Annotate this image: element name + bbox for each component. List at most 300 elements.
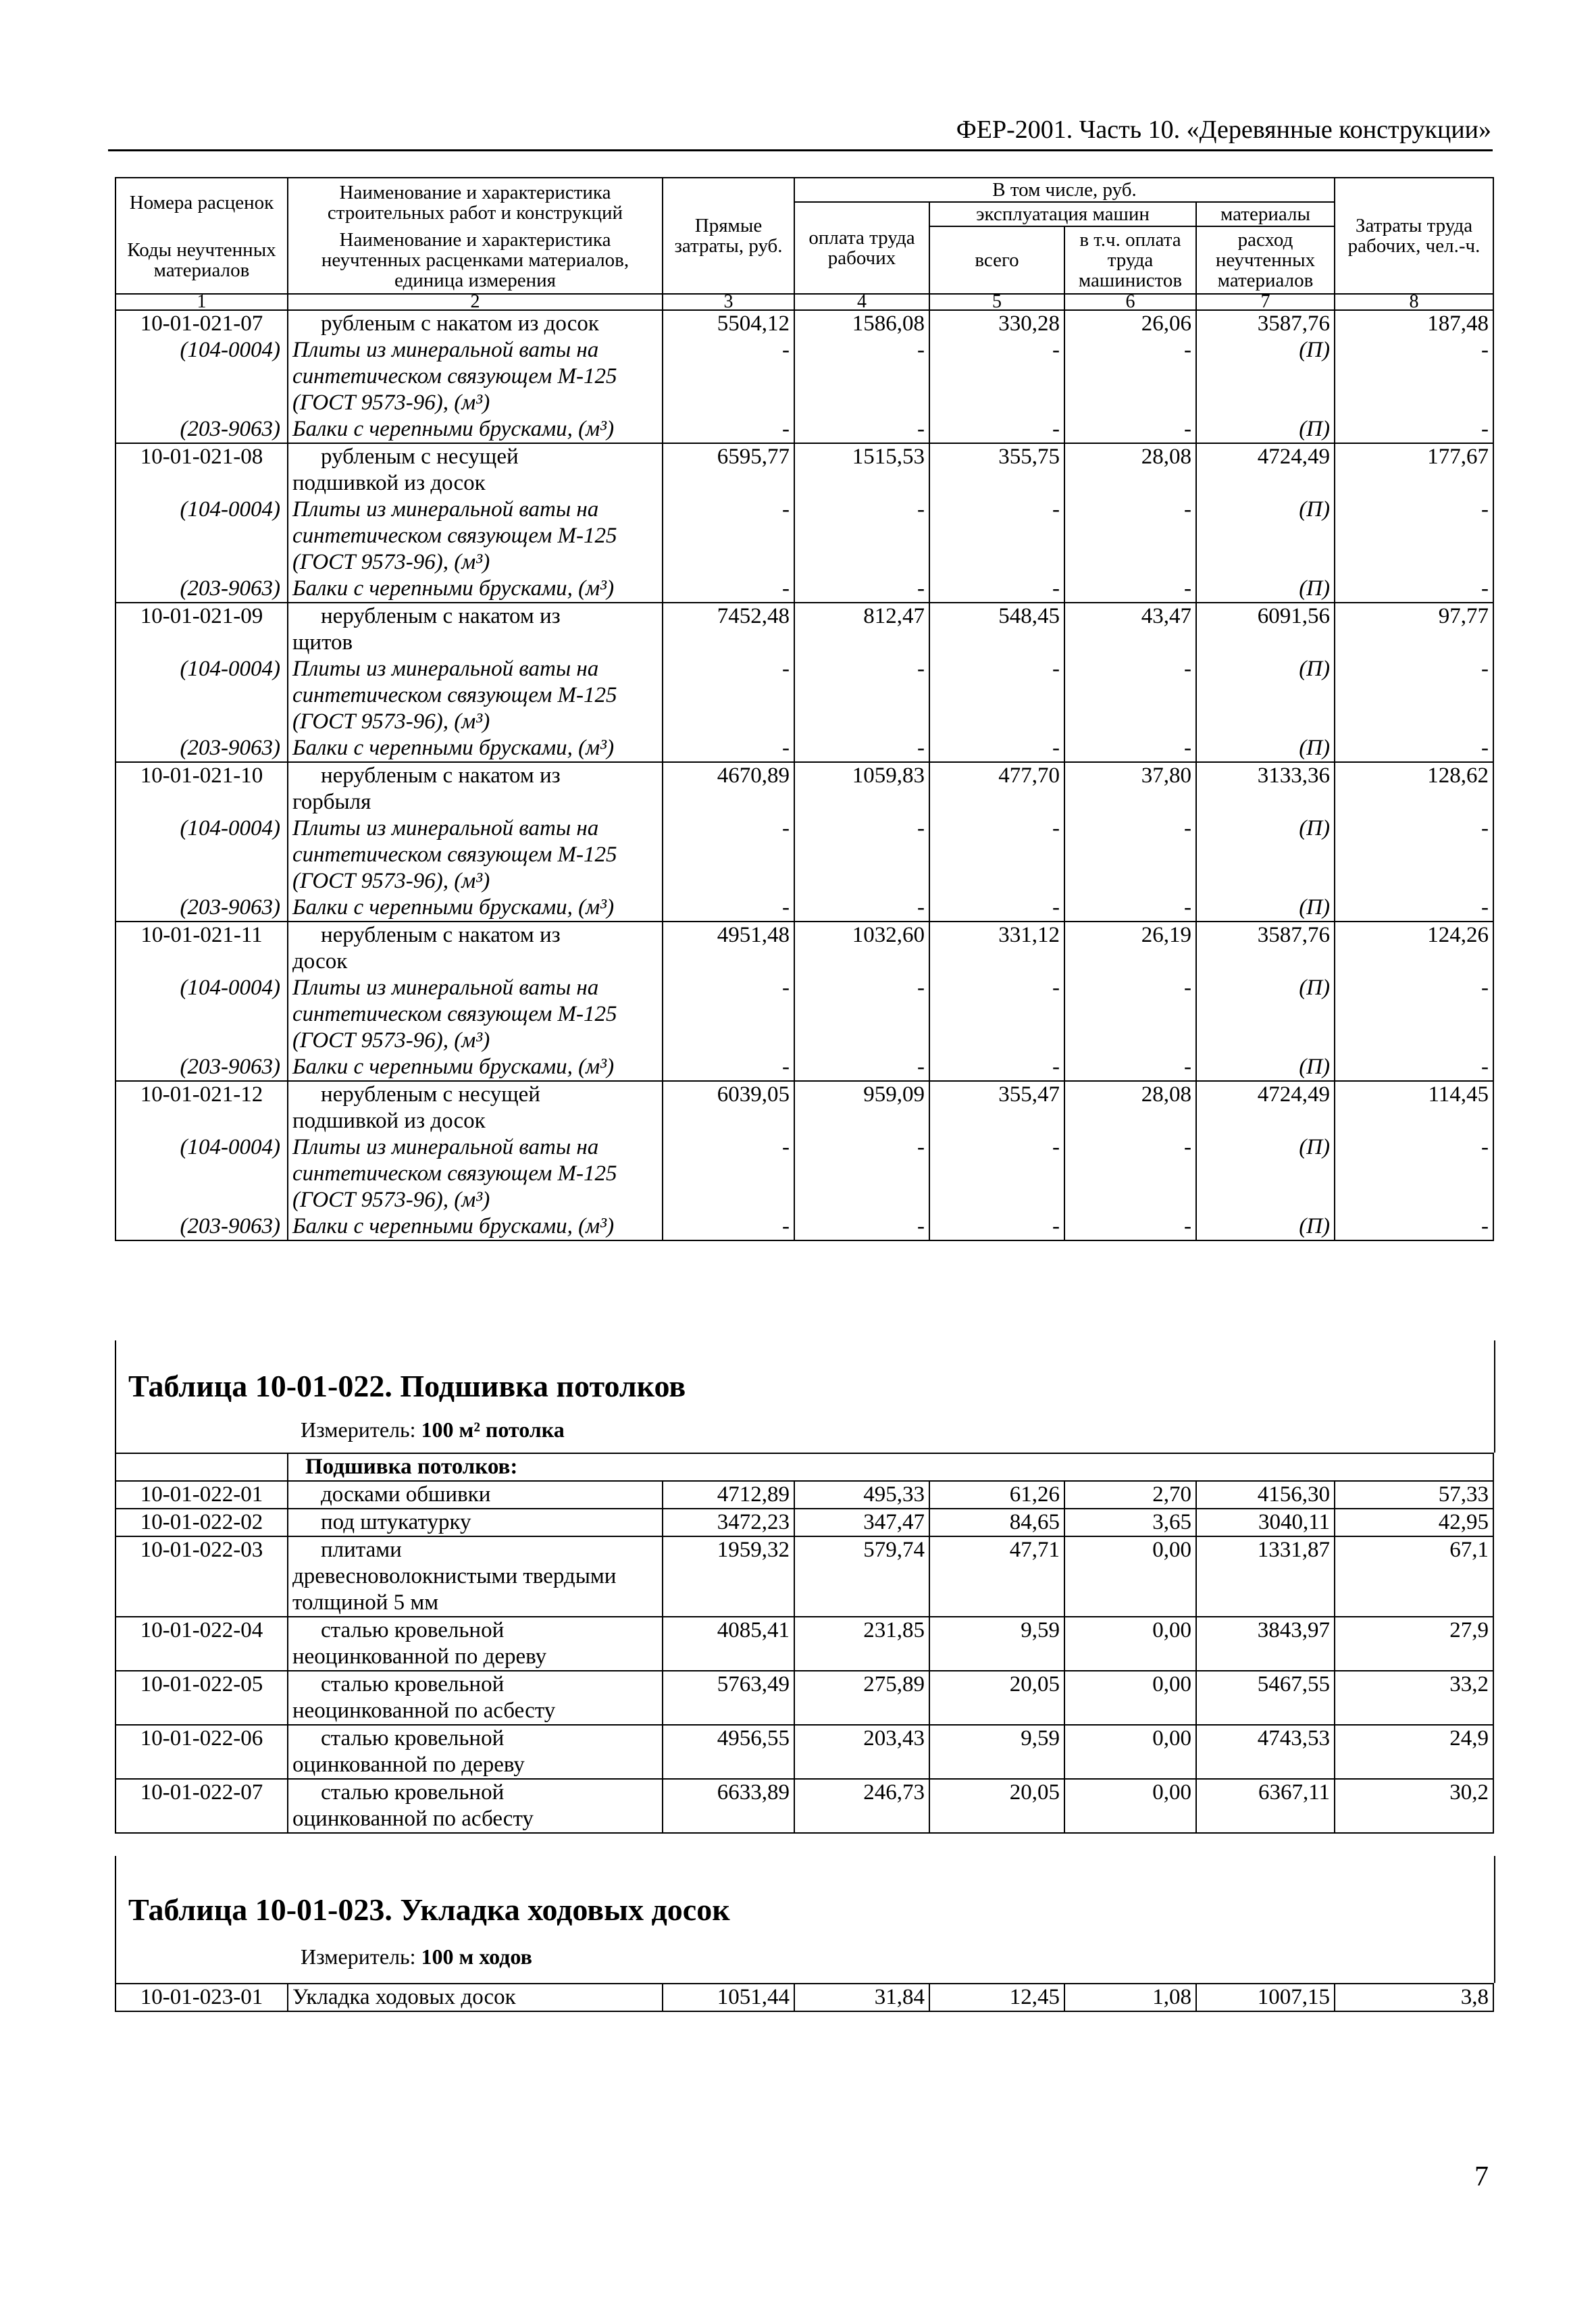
dash-value: - — [663, 1054, 794, 1081]
dash-value — [794, 1001, 929, 1028]
machines-total-value: 20,05 — [929, 1779, 1064, 1833]
machines-total-value: 12,45 — [929, 1984, 1064, 2011]
rate-row — [115, 603, 1493, 630]
dash-value — [794, 1028, 929, 1054]
dash-value: - — [1064, 497, 1196, 523]
rate-name — [288, 1617, 663, 1671]
material-code: (104-0004) — [115, 337, 288, 363]
rate-code: 10-01-021-08 — [115, 443, 288, 470]
rate-code: 10-01-022-02 — [115, 1509, 288, 1536]
rate-name — [288, 1536, 663, 1617]
dash-value — [663, 390, 794, 416]
worker-pay-value: 1059,83 — [794, 762, 929, 789]
material-qty — [1196, 868, 1335, 895]
material-name: Балки с черепными брусками, (м³) — [288, 1213, 663, 1240]
rate-name-line: неоцинкованной по дереву — [292, 1644, 547, 1669]
table-022-body — [115, 1453, 1493, 1833]
dash-value: - — [1064, 1213, 1196, 1240]
dash-value — [1335, 1187, 1493, 1213]
dash-value: - — [794, 576, 929, 603]
material-name: (ГОСТ 9573-96), (м³) — [288, 868, 663, 895]
labor-hours-value: 67,1 — [1335, 1536, 1493, 1617]
rate-row — [115, 1617, 1493, 1671]
labor-hours-value: 124,26 — [1335, 922, 1493, 949]
col-number: 6 — [1064, 294, 1196, 310]
dash-value: - — [1335, 975, 1493, 1001]
material-qty: (П) — [1196, 1213, 1335, 1240]
dash-value: - — [1335, 656, 1493, 682]
empty-cell — [1064, 470, 1196, 497]
empty-cell — [794, 630, 929, 656]
materials-value: 3843,97 — [1196, 1617, 1335, 1671]
dash-value — [1064, 709, 1196, 735]
header-direct-costs: Прямые затраты, руб. — [663, 178, 794, 294]
dash-value: - — [1064, 576, 1196, 603]
material-qty: (П) — [1196, 1134, 1335, 1161]
materials-value: 4156,30 — [1196, 1481, 1335, 1509]
header-machinist-pay: в т.ч. оплата труда машинистов — [1064, 226, 1196, 294]
material-qty — [1196, 1001, 1335, 1028]
empty-cell — [1335, 789, 1493, 815]
col-number: 1 — [115, 294, 288, 310]
material-name: (ГОСТ 9573-96), (м³) — [288, 390, 663, 416]
material-row — [115, 1134, 1493, 1161]
material-name: Плиты из минеральной ваты на — [288, 656, 663, 682]
material-name: синтетическом связующем М-125 — [288, 842, 663, 868]
dash-value: - — [663, 975, 794, 1001]
rate-row-continued — [115, 789, 1493, 815]
rate-name-line: сталью кровельной — [321, 1780, 505, 1805]
dash-value — [1064, 549, 1196, 576]
empty-cell — [794, 1108, 929, 1134]
dash-value — [794, 363, 929, 390]
material-name: синтетическом связующем М-125 — [288, 363, 663, 390]
machinist-pay-value: 0,00 — [1064, 1725, 1196, 1779]
dash-value: - — [1335, 735, 1493, 762]
dash-value — [1335, 842, 1493, 868]
col-number: 8 — [1335, 294, 1493, 310]
labor-hours-value: 114,45 — [1335, 1081, 1493, 1108]
header-col1-bottom: Коды неучтенных материалов — [115, 226, 288, 294]
machines-total-value: 355,47 — [929, 1081, 1064, 1108]
machinist-pay-value: 1,08 — [1064, 1984, 1196, 2011]
material-qty — [1196, 682, 1335, 709]
material-row — [115, 576, 1493, 603]
dash-value: - — [929, 815, 1064, 842]
rate-row — [115, 443, 1493, 470]
dash-value — [1064, 1028, 1196, 1054]
material-name: синтетическом связующем М-125 — [288, 1001, 663, 1028]
rate-name-line: сталью кровельной — [321, 1726, 505, 1751]
material-qty — [1196, 1161, 1335, 1187]
empty-cell — [663, 470, 794, 497]
rate-row — [115, 1779, 1493, 1833]
dash-value — [929, 1028, 1064, 1054]
dash-value: - — [794, 735, 929, 762]
material-row — [115, 735, 1493, 762]
rate-name — [288, 1481, 663, 1509]
worker-pay-value: 1032,60 — [794, 922, 929, 949]
dash-value — [1335, 523, 1493, 549]
table-021-body — [115, 310, 1493, 1240]
material-code: (203-9063) — [115, 1213, 288, 1240]
rate-row — [115, 922, 1493, 949]
material-code: (203-9063) — [115, 576, 288, 603]
dash-value — [663, 842, 794, 868]
rate-name-line: сталью кровельной — [321, 1618, 505, 1642]
rate-code: 10-01-022-04 — [115, 1617, 288, 1671]
material-qty: (П) — [1196, 895, 1335, 922]
worker-pay-value: 1515,53 — [794, 443, 929, 470]
materials-value: 1331,87 — [1196, 1536, 1335, 1617]
rate-name: рубленым с накатом из досок — [288, 310, 663, 337]
worker-pay-value: 31,84 — [794, 1984, 929, 2011]
rate-name: нерубленым с накатом из — [288, 922, 663, 949]
material-name: синтетическом связующем М-125 — [288, 523, 663, 549]
material-qty — [1196, 1187, 1335, 1213]
material-code: (104-0004) — [115, 815, 288, 842]
machinist-pay-value: 43,47 — [1064, 603, 1196, 630]
direct-costs-value: 5763,49 — [663, 1671, 794, 1725]
labor-hours-value: 187,48 — [1335, 310, 1493, 337]
header-rule — [108, 149, 1493, 151]
dash-value — [1335, 549, 1493, 576]
machines-total-value: 47,71 — [929, 1536, 1064, 1617]
machinist-pay-value: 0,00 — [1064, 1536, 1196, 1617]
empty-cell — [794, 470, 929, 497]
material-qty — [1196, 363, 1335, 390]
rate-row-continued — [115, 1108, 1493, 1134]
materials-value: 6367,11 — [1196, 1779, 1335, 1833]
dash-value — [663, 363, 794, 390]
machines-total-value: 20,05 — [929, 1671, 1064, 1725]
material-name: Балки с черепными брусками, (м³) — [288, 1054, 663, 1081]
machinist-pay-value: 26,06 — [1064, 310, 1196, 337]
dash-value: - — [663, 1134, 794, 1161]
material-qty: (П) — [1196, 576, 1335, 603]
dash-value: - — [1064, 815, 1196, 842]
machines-total-value: 330,28 — [929, 310, 1064, 337]
rate-code: 10-01-021-09 — [115, 603, 288, 630]
empty-cell — [115, 1161, 288, 1187]
dash-value — [929, 363, 1064, 390]
rate-row — [115, 1509, 1493, 1536]
material-row — [115, 682, 1493, 709]
dash-value: - — [1335, 1213, 1493, 1240]
empty-cell — [1064, 630, 1196, 656]
empty-cell — [1196, 630, 1335, 656]
dash-value: - — [1335, 1054, 1493, 1081]
dash-value: - — [794, 975, 929, 1001]
empty-cell — [1335, 949, 1493, 975]
rate-code: 10-01-022-01 — [115, 1481, 288, 1509]
dash-value: - — [1335, 576, 1493, 603]
machinist-pay-value: 0,00 — [1064, 1671, 1196, 1725]
machines-total-value: 331,12 — [929, 922, 1064, 949]
material-name: Балки с черепными брусками, (м³) — [288, 576, 663, 603]
rate-name-line: под штукатурку — [321, 1510, 471, 1534]
material-row — [115, 868, 1493, 895]
materials-value: 4724,49 — [1196, 1081, 1335, 1108]
machines-total-value: 477,70 — [929, 762, 1064, 789]
empty-cell — [663, 949, 794, 975]
table-022-measure — [301, 1417, 565, 1442]
material-name: Плиты из минеральной ваты на — [288, 497, 663, 523]
dash-value — [929, 1001, 1064, 1028]
rate-name: Укладка ходовых досок — [288, 1984, 663, 2011]
dash-value: - — [794, 895, 929, 922]
machinist-pay-value: 2,70 — [1064, 1481, 1196, 1509]
dash-value — [794, 682, 929, 709]
rate-name-line: оцинкованной по асбесту — [292, 1807, 534, 1831]
dash-value: - — [663, 735, 794, 762]
col-number: 4 — [794, 294, 929, 310]
dash-value: - — [1335, 895, 1493, 922]
dash-value: - — [1064, 656, 1196, 682]
empty-cell — [929, 789, 1064, 815]
machines-total-value: 9,59 — [929, 1725, 1064, 1779]
dash-value — [1064, 682, 1196, 709]
empty-cell — [115, 549, 288, 576]
rate-name-line: древесноволокнистыми твердыми — [292, 1564, 617, 1588]
empty-cell — [115, 390, 288, 416]
dash-value: - — [1335, 497, 1493, 523]
material-row — [115, 337, 1493, 363]
rates-table-021 — [115, 177, 1494, 1241]
dash-value: - — [663, 815, 794, 842]
rate-code: 10-01-021-11 — [115, 922, 288, 949]
col-number: 5 — [929, 294, 1064, 310]
material-name: Плиты из минеральной ваты на — [288, 1134, 663, 1161]
labor-hours-value: 30,2 — [1335, 1779, 1493, 1833]
rate-name-continued: подшивкой из досок — [288, 470, 663, 497]
page-header-title: ФЕР-2001. Часть 10. «Деревянные конструкции» — [956, 116, 1491, 144]
rate-code: 10-01-021-07 — [115, 310, 288, 337]
machinist-pay-value: 37,80 — [1064, 762, 1196, 789]
dash-value: - — [929, 1213, 1064, 1240]
labor-hours-value: 42,95 — [1335, 1509, 1493, 1536]
dash-value: - — [794, 416, 929, 443]
materials-value: 3040,11 — [1196, 1509, 1335, 1536]
empty-cell — [1196, 789, 1335, 815]
rate-row-continued — [115, 470, 1493, 497]
worker-pay-value: 231,85 — [794, 1617, 929, 1671]
rate-code: 10-01-023-01 — [115, 1984, 288, 2011]
labor-hours-value: 128,62 — [1335, 762, 1493, 789]
dash-value — [929, 709, 1064, 735]
material-name: (ГОСТ 9573-96), (м³) — [288, 1187, 663, 1213]
dash-value: - — [663, 416, 794, 443]
rate-row — [115, 1671, 1493, 1725]
empty-cell — [929, 1108, 1064, 1134]
material-row — [115, 975, 1493, 1001]
header-including-group: В том числе, руб. — [794, 178, 1335, 202]
rate-name-continued: досок — [288, 949, 663, 975]
dash-value — [663, 1028, 794, 1054]
machines-total-value: 355,75 — [929, 443, 1064, 470]
dash-value: - — [1335, 1134, 1493, 1161]
rate-code: 10-01-021-12 — [115, 1081, 288, 1108]
material-qty: (П) — [1196, 975, 1335, 1001]
dash-value: - — [929, 1134, 1064, 1161]
rate-name: рубленым с несущей — [288, 443, 663, 470]
rate-row-continued — [115, 630, 1493, 656]
empty-cell — [115, 1108, 288, 1134]
dash-value: - — [794, 497, 929, 523]
dash-value — [794, 709, 929, 735]
dash-value: - — [663, 656, 794, 682]
material-qty: (П) — [1196, 815, 1335, 842]
material-row — [115, 1028, 1493, 1054]
dash-value — [663, 523, 794, 549]
material-name: синтетическом связующем М-125 — [288, 1161, 663, 1187]
worker-pay-value: 246,73 — [794, 1779, 929, 1833]
material-name: Плиты из минеральной ваты на — [288, 337, 663, 363]
dash-value — [663, 1187, 794, 1213]
table-022-title: Таблица 10-01-022. Подшивка потолков — [128, 1369, 686, 1403]
worker-pay-value: 203,43 — [794, 1725, 929, 1779]
rate-name: нерубленым с накатом из — [288, 603, 663, 630]
empty-cell — [929, 470, 1064, 497]
header-col1-top: Номера расценок — [115, 178, 288, 226]
rate-row — [115, 762, 1493, 789]
material-row — [115, 815, 1493, 842]
dash-value — [794, 868, 929, 895]
dash-value — [794, 549, 929, 576]
dash-value: - — [794, 337, 929, 363]
dash-value: - — [929, 497, 1064, 523]
dash-value: - — [663, 337, 794, 363]
labor-hours-value: 24,9 — [1335, 1725, 1493, 1779]
dash-value — [929, 523, 1064, 549]
material-code: (104-0004) — [115, 497, 288, 523]
material-qty: (П) — [1196, 416, 1335, 443]
empty-cell — [115, 630, 288, 656]
material-qty — [1196, 709, 1335, 735]
direct-costs-value: 4085,41 — [663, 1617, 794, 1671]
dash-value: - — [794, 1054, 929, 1081]
rate-name: нерубленым с накатом из — [288, 762, 663, 789]
rate-row — [115, 1984, 1493, 2011]
machinist-pay-value: 28,08 — [1064, 1081, 1196, 1108]
empty-cell — [1335, 470, 1493, 497]
labor-hours-value: 177,67 — [1335, 443, 1493, 470]
machinist-pay-value: 0,00 — [1064, 1617, 1196, 1671]
dash-value — [663, 868, 794, 895]
dash-value — [1335, 682, 1493, 709]
machines-total-value: 84,65 — [929, 1509, 1064, 1536]
rate-name-line: плитами — [321, 1538, 402, 1562]
dash-value — [929, 1161, 1064, 1187]
dash-value: - — [663, 497, 794, 523]
rate-name-continued: подшивкой из досок — [288, 1108, 663, 1134]
dash-value — [1064, 868, 1196, 895]
materials-value: 4724,49 — [1196, 443, 1335, 470]
material-name: Балки с черепными брусками, (м³) — [288, 895, 663, 922]
material-row — [115, 497, 1493, 523]
rate-name-line: неоцинкованной по асбесту — [292, 1699, 556, 1723]
empty-cell — [1064, 789, 1196, 815]
empty-cell — [115, 682, 288, 709]
material-row — [115, 363, 1493, 390]
dash-value — [794, 842, 929, 868]
direct-costs-value: 4670,89 — [663, 762, 794, 789]
measure-label: Измеритель: — [301, 1944, 416, 1969]
material-code: (203-9063) — [115, 735, 288, 762]
material-qty: (П) — [1196, 1054, 1335, 1081]
dash-value — [1064, 1001, 1196, 1028]
dash-value — [794, 390, 929, 416]
material-row — [115, 1213, 1493, 1240]
dash-value: - — [794, 1213, 929, 1240]
material-row — [115, 1054, 1493, 1081]
header-machines-total: всего — [929, 226, 1064, 294]
dash-value: - — [1064, 416, 1196, 443]
measure-value: 100 м ходов — [421, 1944, 532, 1969]
rate-row — [115, 1081, 1493, 1108]
header-materials: материалы — [1196, 202, 1335, 226]
dash-value — [1064, 842, 1196, 868]
material-qty — [1196, 549, 1335, 576]
material-name: синтетическом связующем М-125 — [288, 682, 663, 709]
empty-cell — [115, 523, 288, 549]
empty-cell — [115, 470, 288, 497]
dash-value: - — [794, 1134, 929, 1161]
rate-name-line: оцинкованной по дереву — [292, 1753, 525, 1777]
material-code: (203-9063) — [115, 1054, 288, 1081]
dash-value: - — [663, 895, 794, 922]
material-row — [115, 656, 1493, 682]
col-number: 3 — [663, 294, 794, 310]
material-row — [115, 523, 1493, 549]
dash-value: - — [929, 416, 1064, 443]
material-name: Плиты из минеральной ваты на — [288, 815, 663, 842]
empty-cell — [115, 709, 288, 735]
material-name: Балки с черепными брусками, (м³) — [288, 735, 663, 762]
material-row — [115, 1187, 1493, 1213]
materials-value: 3133,36 — [1196, 762, 1335, 789]
material-qty — [1196, 842, 1335, 868]
rate-name: нерубленым с несущей — [288, 1081, 663, 1108]
header-unaccounted-materials: расход неучтенных материалов — [1196, 226, 1335, 294]
empty-cell — [115, 363, 288, 390]
rate-name-continued: горбыля — [288, 789, 663, 815]
dash-value: - — [929, 975, 1064, 1001]
rate-name — [288, 1671, 663, 1725]
direct-costs-value: 1051,44 — [663, 1984, 794, 2011]
dash-value — [794, 523, 929, 549]
rate-name-line: досками обшивки — [321, 1482, 491, 1507]
material-row — [115, 895, 1493, 922]
header-labor-hours: Затраты труда рабочих, чел.-ч. — [1335, 178, 1493, 294]
direct-costs-value: 7452,48 — [663, 603, 794, 630]
empty-cell — [1196, 949, 1335, 975]
dash-value — [1335, 1028, 1493, 1054]
dash-value — [1335, 1001, 1493, 1028]
empty-cell — [1196, 470, 1335, 497]
dash-value: - — [929, 337, 1064, 363]
dash-value — [929, 390, 1064, 416]
material-qty — [1196, 1028, 1335, 1054]
dash-value — [1064, 1161, 1196, 1187]
rate-code: 10-01-022-06 — [115, 1725, 288, 1779]
direct-costs-value: 1959,32 — [663, 1536, 794, 1617]
rate-name — [288, 1779, 663, 1833]
materials-value: 4743,53 — [1196, 1725, 1335, 1779]
table-023-measure — [301, 1944, 532, 1969]
dash-value — [663, 1161, 794, 1187]
material-row — [115, 1161, 1493, 1187]
